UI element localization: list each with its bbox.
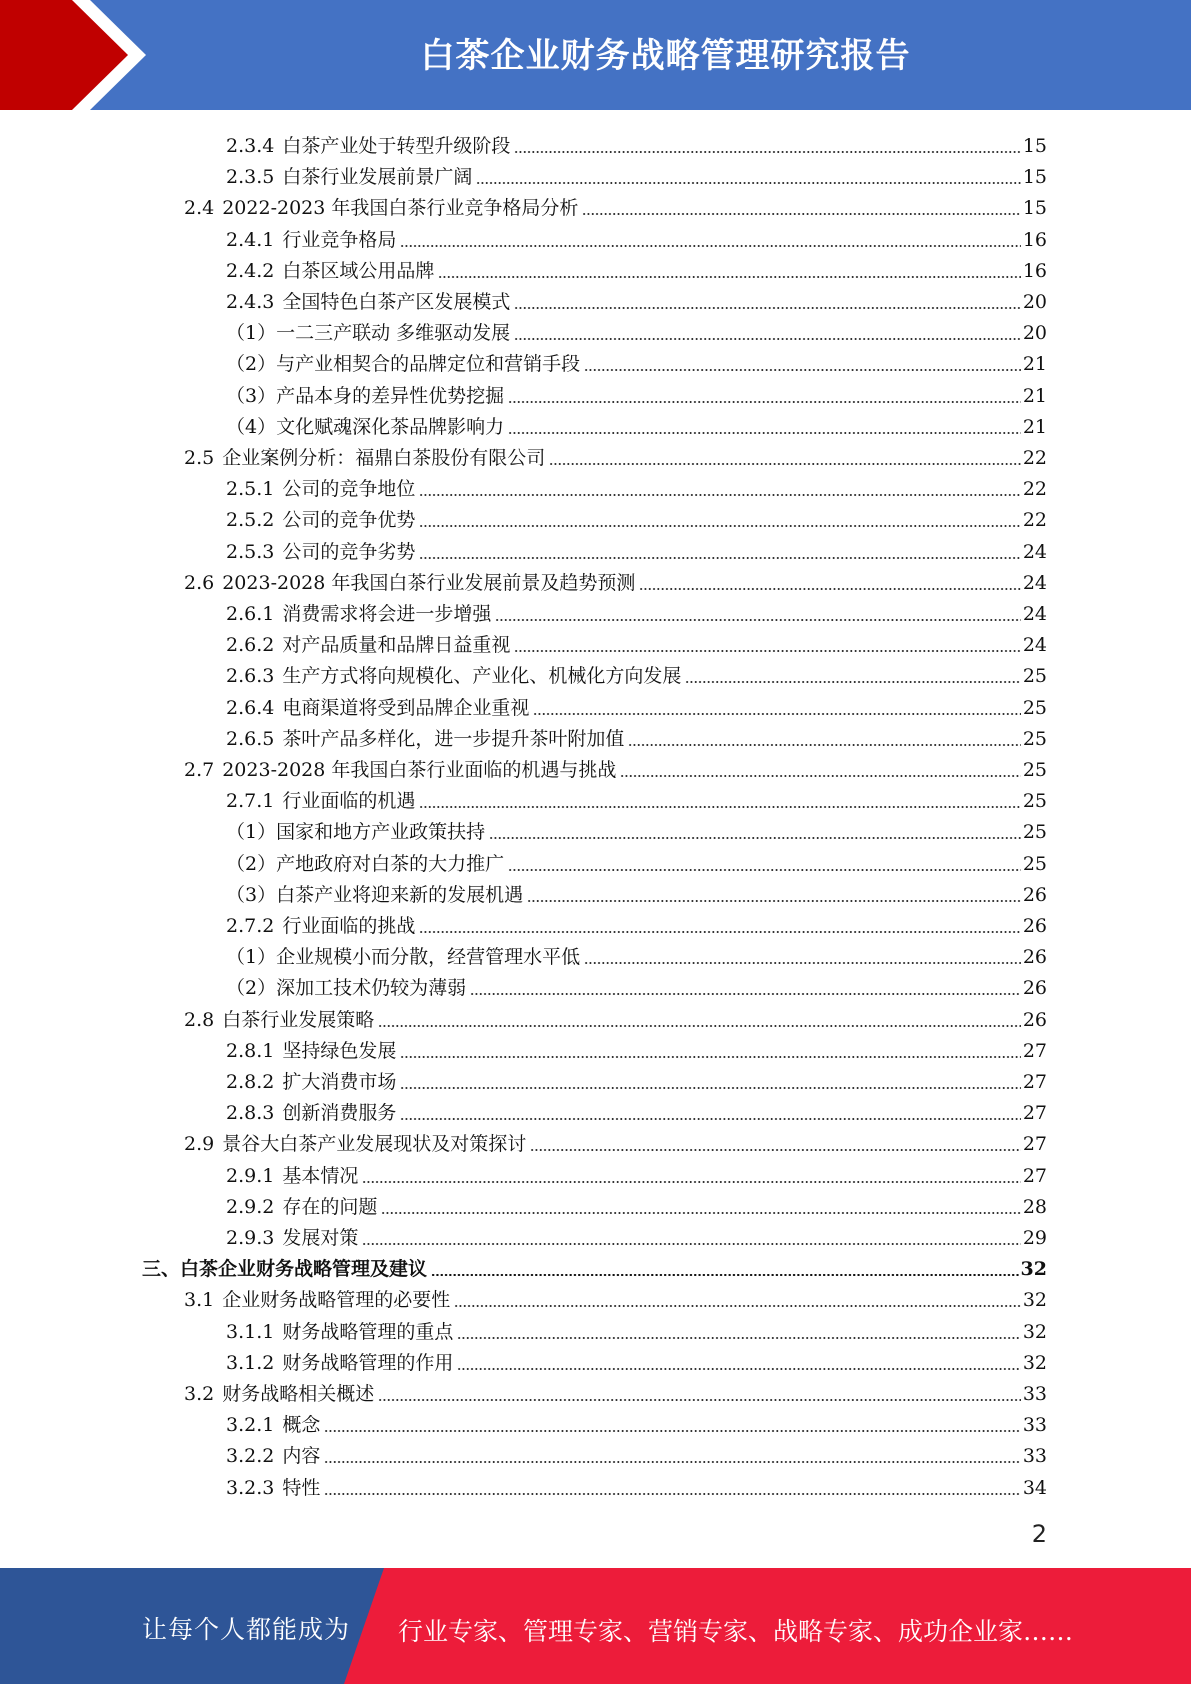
toc-entry-number: 2.6 <box>184 571 215 594</box>
toc-entry-title: 2022-2023 年我国白茶行业竞争格局分析 <box>222 197 579 220</box>
toc-entry[interactable] <box>226 282 1047 313</box>
toc-entry-number: 2.4.2 <box>226 259 275 282</box>
toc-entry-page: 21 <box>1022 415 1047 438</box>
toc-entry-number: 2.9 <box>184 1133 215 1156</box>
toc-dot-leader <box>454 1305 1021 1307</box>
toc-entry[interactable] <box>226 1436 1047 1467</box>
toc-entry[interactable] <box>184 563 1047 594</box>
toc-entry-page: 22 <box>1022 509 1047 532</box>
toc-entry[interactable] <box>226 1062 1047 1093</box>
toc-entry-number: （3） <box>226 384 277 407</box>
toc-entry[interactable] <box>226 781 1047 812</box>
toc-entry-page: 25 <box>1022 852 1047 875</box>
toc-entry-page: 33 <box>1022 1383 1047 1405</box>
toc-entry-page: 27 <box>1022 1164 1047 1187</box>
toc-dot-leader <box>431 1274 1019 1276</box>
toc-entry-number: 3.1.1 <box>226 1320 275 1343</box>
toc-entry-page: 25 <box>1022 727 1047 750</box>
toc-dot-leader <box>514 151 1020 153</box>
footer-expert-list: 行业专家、管理专家、营销专家、战略专家、成功企业家…… <box>398 1617 1074 1646</box>
toc-entry[interactable] <box>226 1156 1047 1187</box>
toc-entry-number: （2） <box>226 353 277 376</box>
toc-entry-page: 28 <box>1022 1195 1047 1218</box>
toc-entry-number: 2.4 <box>184 197 215 220</box>
toc-entry-number: 3.1 <box>184 1289 215 1312</box>
footer-slogan: 让每个人都能成为 <box>142 1615 351 1644</box>
toc-entry-number: （1） <box>226 946 277 969</box>
toc-dot-leader <box>508 869 1021 871</box>
toc-entry-number: 2.6.3 <box>226 665 275 688</box>
toc-entry[interactable] <box>142 1249 1047 1280</box>
toc-entry-title: 白茶产业将迎来新的发展机遇 <box>276 883 524 906</box>
toc-entry[interactable] <box>226 157 1047 188</box>
toc-entry-number: （4） <box>226 415 277 438</box>
toc-entry-number: 2.8 <box>184 1008 215 1031</box>
toc-entry[interactable] <box>226 875 1047 906</box>
toc-entry[interactable] <box>226 1468 1047 1499</box>
toc-entry-number: 3.2.2 <box>226 1445 275 1468</box>
toc-entry-number: 2.8.3 <box>226 1102 275 1125</box>
toc-entry-title: 白茶区域公用品牌 <box>282 259 435 282</box>
toc-entry[interactable] <box>184 438 1047 469</box>
toc-dot-leader <box>628 744 1020 746</box>
toc-entry-page: 16 <box>1022 259 1047 282</box>
toc-entry-number: 3.2.1 <box>226 1414 275 1437</box>
toc-entry[interactable] <box>226 1093 1047 1124</box>
toc-entry-title: 生产方式将向规模化、产业化、机械化方向发展 <box>282 665 682 688</box>
toc-entry-title: 企业财务战略管理的必要性 <box>222 1289 451 1312</box>
toc-entry-number: 2.5.1 <box>226 478 275 501</box>
toc-dot-leader <box>685 681 1020 683</box>
toc-entry-title: 电商渠道将受到品牌企业重视 <box>282 696 530 719</box>
toc-entry-title: 2023-2028 年我国白茶行业发展前景及趋势预测 <box>222 571 636 594</box>
toc-entry-page: 24 <box>1022 540 1047 563</box>
toc-dot-leader <box>620 775 1020 777</box>
toc-entry-number: 2.3.4 <box>226 135 275 157</box>
toc-entry-page: 21 <box>1022 384 1047 407</box>
toc-entry-page: 15 <box>1022 166 1047 189</box>
toc-entry-number: 2.9.2 <box>226 1195 275 1218</box>
toc-entry-title: 公司的竞争优势 <box>282 509 416 532</box>
toc-entry-number: 2.7 <box>184 759 215 781</box>
toc-entry-title: 行业面临的机遇 <box>282 790 416 813</box>
toc-entry-number: （2） <box>226 852 277 875</box>
toc-entry-page: 32 <box>1022 1320 1047 1343</box>
toc-entry[interactable] <box>226 344 1047 375</box>
toc-entry-title: 消费需求将会进一步增强 <box>282 603 492 625</box>
toc-entry[interactable] <box>226 313 1047 344</box>
toc-entry-title: 企业规模小而分散，经营管理水平低 <box>276 946 581 969</box>
toc-entry-title: 全国特色白茶产区发展模式 <box>282 291 511 313</box>
toc-entry-page: 26 <box>1022 977 1047 1000</box>
toc-entry-number: 2.6.5 <box>226 727 275 750</box>
toc-dot-leader <box>639 588 1020 590</box>
toc-entry[interactable] <box>226 220 1047 251</box>
toc-entry-title: 财务战略管理的作用 <box>282 1351 454 1374</box>
toc-entry[interactable] <box>226 1187 1047 1218</box>
toc-dot-leader <box>457 1368 1020 1370</box>
toc-entry-page: 22 <box>1022 478 1047 501</box>
toc-entry-number: 2.6.1 <box>226 603 275 625</box>
toc-entry-number: 2.6.4 <box>226 696 275 719</box>
toc-entry-number: 2.7.1 <box>226 790 275 813</box>
toc-entry-title: 行业竞争格局 <box>282 228 397 251</box>
toc-entry-title: 白茶产业处于转型升级阶段 <box>282 135 511 157</box>
toc-dot-leader <box>419 931 1020 933</box>
toc-entry-title: 文化赋魂深化茶品牌影响力 <box>276 415 505 438</box>
toc-entry[interactable] <box>226 251 1047 282</box>
toc-entry-number: （1） <box>226 821 277 844</box>
toc-entry[interactable] <box>226 1312 1047 1343</box>
toc-entry-title: 行业面临的挑战 <box>282 915 416 937</box>
toc-dot-leader <box>324 1461 1020 1463</box>
toc-dot-leader <box>514 338 1021 340</box>
toc-entry-page: 22 <box>1022 447 1047 469</box>
toc-entry-page: 32 <box>1022 1289 1047 1312</box>
toc-entry-number: 三、 <box>142 1258 181 1281</box>
toc-entry-page: 24 <box>1022 571 1047 594</box>
toc-dot-leader <box>378 1399 1021 1401</box>
toc-dot-leader <box>549 463 1021 465</box>
toc-entry-title: 2023-2028 年我国白茶行业面临的机遇与挑战 <box>222 759 617 781</box>
toc-dot-leader <box>400 1087 1020 1089</box>
toc-entry-number: 2.5.2 <box>226 509 275 532</box>
toc-dot-leader <box>381 1212 1020 1214</box>
toc-dot-leader <box>362 1181 1020 1183</box>
toc-entry[interactable] <box>226 937 1047 968</box>
toc-entry[interactable] <box>226 1343 1047 1374</box>
toc-entry-number: 2.5.3 <box>226 540 275 563</box>
toc-entry-page: 26 <box>1022 946 1047 969</box>
toc-entry[interactable] <box>226 844 1047 875</box>
toc-entry-title: 深加工技术仍较为薄弱 <box>276 977 467 1000</box>
toc-entry[interactable] <box>226 625 1047 656</box>
toc-entry-title: 财务战略管理的重点 <box>282 1320 454 1343</box>
toc-entry[interactable] <box>226 688 1047 719</box>
toc-entry-page: 25 <box>1022 821 1047 844</box>
toc-dot-leader <box>324 1493 1020 1495</box>
toc-entry[interactable] <box>184 1280 1047 1311</box>
toc-entry-page: 27 <box>1022 1071 1047 1093</box>
toc-entry-title: 公司的竞争地位 <box>282 478 416 501</box>
toc-entry-title: 白茶行业发展策略 <box>222 1008 375 1031</box>
toc-entry[interactable] <box>226 906 1047 937</box>
toc-entry-number: （3） <box>226 883 277 906</box>
toc-entry-page: 25 <box>1022 790 1047 813</box>
toc-entry-title: 对产品质量和品牌日益重视 <box>282 634 511 657</box>
toc-dot-leader <box>457 1337 1020 1339</box>
toc-entry-page: 16 <box>1022 228 1047 251</box>
toc-entry-number: 2.8.1 <box>226 1039 275 1062</box>
toc-dot-leader <box>400 1118 1020 1120</box>
toc-entry-number: 2.4.3 <box>226 291 275 313</box>
toc-dot-leader <box>508 432 1021 434</box>
toc-entry-number: 2.5 <box>184 447 215 469</box>
toc-dot-leader <box>476 182 1020 184</box>
toc-entry[interactable] <box>226 500 1047 531</box>
toc-entry[interactable] <box>184 1000 1047 1031</box>
toc-entry-page: 15 <box>1022 197 1047 220</box>
toc-entry-page: 27 <box>1022 1102 1047 1125</box>
toc-entry-number: （1） <box>226 322 277 345</box>
toc-entry-page: 26 <box>1022 915 1047 937</box>
toc-entry-number: 2.3.5 <box>226 166 275 189</box>
toc-entry-title: 发展对策 <box>282 1227 359 1249</box>
toc-entry-title: 扩大消费市场 <box>282 1071 397 1093</box>
toc-dot-leader <box>400 245 1020 247</box>
toc-entry-page: 32 <box>1022 1351 1047 1374</box>
toc-entry-page: 20 <box>1022 322 1047 345</box>
toc-entry[interactable] <box>226 968 1047 999</box>
toc-entry-title: 公司的竞争劣势 <box>282 540 416 563</box>
toc-dot-leader <box>514 307 1020 309</box>
toc-entry[interactable] <box>226 656 1047 687</box>
toc-entry-title: 企业案例分析：福鼎白茶股份有限公司 <box>222 447 546 469</box>
toc-dot-leader <box>419 557 1020 559</box>
page-number: 2 <box>1031 1520 1047 1548</box>
toc-entry-number: 2.4.1 <box>226 228 275 251</box>
toc-entry[interactable] <box>226 1405 1047 1436</box>
toc-dot-leader <box>419 525 1020 527</box>
toc-dot-leader <box>530 1149 1021 1151</box>
toc-entry-page: 24 <box>1022 634 1047 657</box>
toc-entry-title: 白茶行业发展前景广阔 <box>282 166 473 189</box>
toc-dot-leader <box>584 369 1021 371</box>
toc-entry-page: 26 <box>1022 1008 1047 1031</box>
toc-entry-number: 3.2 <box>184 1383 215 1405</box>
header-title: 白茶企业财务战略管理研究报告 <box>420 36 911 76</box>
toc-dot-leader <box>438 276 1020 278</box>
toc-dot-leader <box>362 1243 1020 1245</box>
toc-entry-title: 产地政府对白茶的大力推广 <box>276 852 505 875</box>
toc-entry[interactable] <box>226 1218 1047 1249</box>
toc-entry-title: 财务战略相关概述 <box>222 1383 375 1405</box>
toc-dot-leader <box>419 494 1020 496</box>
toc-entry-title: 基本情况 <box>282 1164 359 1187</box>
toc-entry-title: 白茶企业财务战略管理及建议 <box>180 1258 428 1281</box>
toc-entry-page: 27 <box>1022 1039 1047 1062</box>
toc-dot-leader <box>533 713 1020 715</box>
toc-entry-page: 15 <box>1022 135 1047 157</box>
toc-entry[interactable] <box>184 1374 1047 1405</box>
toc-entry-number: 2.9.1 <box>226 1164 275 1187</box>
toc-entry[interactable] <box>226 469 1047 500</box>
toc-entry-title: 产品本身的差异性优势挖掘 <box>276 384 505 407</box>
toc-entry-page: 26 <box>1022 883 1047 906</box>
toc-entry-title: 内容 <box>282 1445 321 1468</box>
toc-entry[interactable] <box>226 594 1047 625</box>
toc-dot-leader <box>400 1056 1020 1058</box>
toc-entry-number: 3.1.2 <box>226 1351 275 1374</box>
toc-entry[interactable] <box>226 532 1047 563</box>
toc-dot-leader <box>514 650 1020 652</box>
toc-entry-page: 27 <box>1022 1133 1047 1156</box>
toc-entry[interactable] <box>226 126 1047 157</box>
toc-entry-title: 茶叶产品多样化，进一步提升茶叶附加值 <box>282 727 625 750</box>
toc-entry-page: 29 <box>1022 1227 1047 1249</box>
toc-dot-leader <box>508 401 1021 403</box>
toc-entry-title: 特性 <box>282 1476 321 1499</box>
toc-entry-page: 21 <box>1022 353 1047 376</box>
toc-dot-leader <box>584 962 1021 964</box>
toc-dot-leader <box>419 806 1020 808</box>
toc-entry-title: 坚持绿色发展 <box>282 1039 397 1062</box>
toc-entry-page: 24 <box>1022 603 1047 625</box>
toc-entry-page: 20 <box>1022 291 1047 313</box>
toc-entry[interactable] <box>226 812 1047 843</box>
toc-dot-leader <box>470 993 1021 995</box>
toc-entry[interactable] <box>184 188 1047 219</box>
toc-entry[interactable] <box>184 1124 1047 1155</box>
toc-entry-title: 与产业相契合的品牌定位和营销手段 <box>276 353 581 376</box>
toc-entry-page: 34 <box>1022 1476 1047 1499</box>
toc-dot-leader <box>495 619 1020 621</box>
toc-entry[interactable] <box>226 719 1047 750</box>
toc-entry[interactable] <box>226 1031 1047 1062</box>
toc-entry-page: 25 <box>1022 759 1047 781</box>
toc-dot-leader <box>582 213 1020 215</box>
toc-entry-title: 概念 <box>282 1414 321 1437</box>
toc-entry-title: 一二三产联动 多维驱动发展 <box>276 322 511 345</box>
toc-entry-number: 3.2.3 <box>226 1476 275 1499</box>
toc-entry-page: 33 <box>1022 1414 1047 1437</box>
toc-entry-page: 33 <box>1022 1445 1047 1468</box>
toc-entry-title: 创新消费服务 <box>282 1102 397 1125</box>
toc-entry-number: （2） <box>226 977 277 1000</box>
toc-dot-leader <box>489 837 1021 839</box>
toc-entry-title: 国家和地方产业政策扶持 <box>276 821 486 844</box>
toc-entry-title: 存在的问题 <box>282 1195 378 1218</box>
toc-entry-title: 景谷大白茶产业发展现状及对策探讨 <box>222 1133 527 1156</box>
toc-entry-number: 2.8.2 <box>226 1071 275 1093</box>
toc-entry[interactable] <box>184 750 1047 781</box>
toc-entry-number: 2.7.2 <box>226 915 275 937</box>
toc-entry-page: 25 <box>1022 665 1047 688</box>
toc-dot-leader <box>378 1025 1021 1027</box>
toc-dot-leader <box>527 900 1021 902</box>
toc-entry-page: 32 <box>1020 1258 1047 1281</box>
toc-dot-leader <box>324 1430 1020 1432</box>
toc-entry-number: 2.6.2 <box>226 634 275 657</box>
toc-entry-number: 2.9.3 <box>226 1227 275 1249</box>
toc-entry[interactable] <box>226 407 1047 438</box>
toc-entry[interactable] <box>226 376 1047 407</box>
toc-entry-page: 25 <box>1022 696 1047 719</box>
page-header <box>0 0 1191 110</box>
